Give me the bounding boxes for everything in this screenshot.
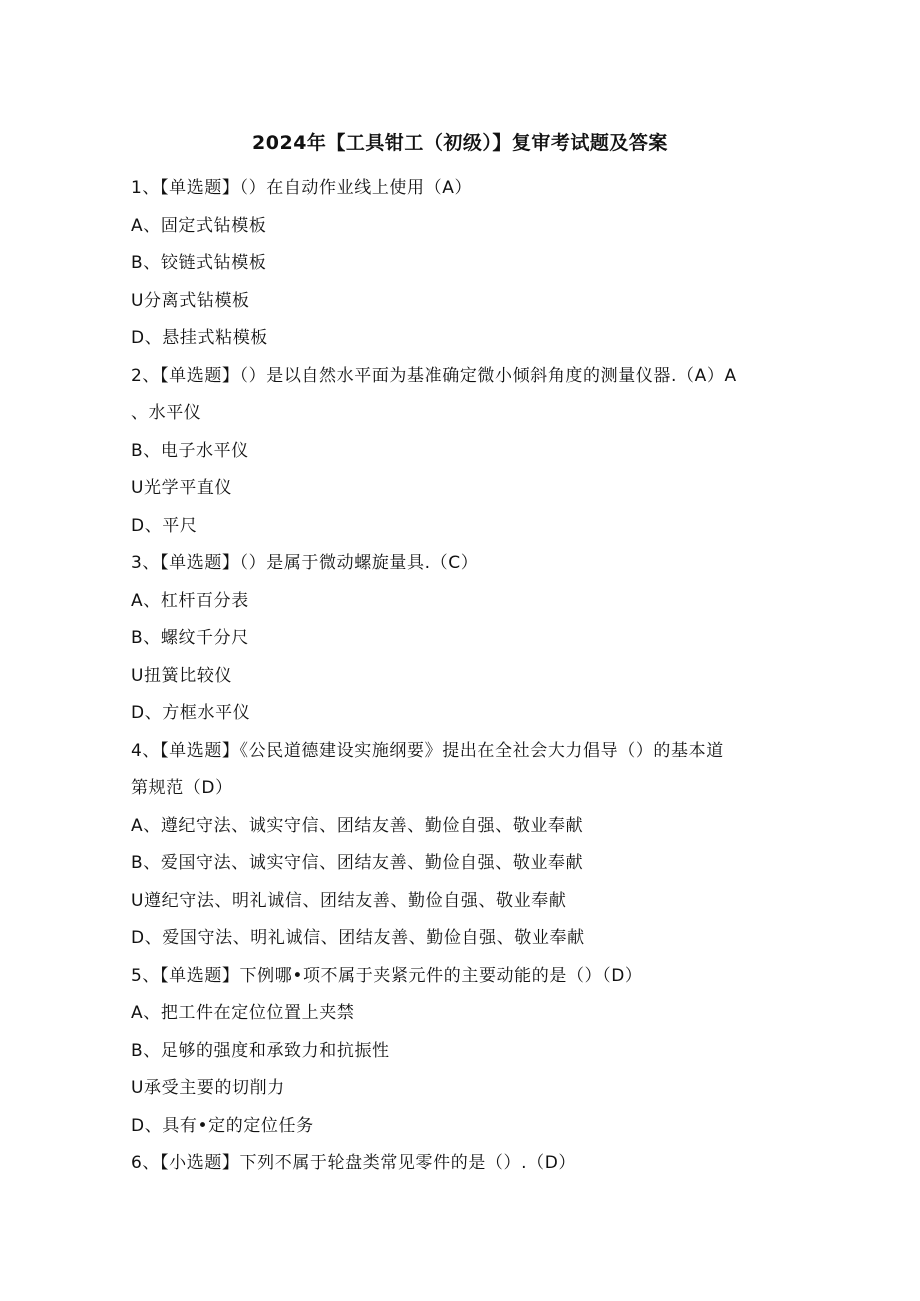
- question-3-option-a: A、杠杆百分表: [131, 590, 249, 611]
- question-4-option-c: U遵纪守法、明礼诚信、团结友善、勤俭自强、敬业奉献: [131, 890, 567, 911]
- question-6-text: 6、【小选题】下列不属于轮盘类常见零件的是（）.（D）: [131, 1153, 577, 1173]
- question-2-option-c: U光学平直仪: [131, 478, 233, 498]
- question-1-option-b: B、铰链式钻模板: [131, 253, 267, 273]
- question-3-option-b: B、螺纹千分尺: [131, 628, 249, 648]
- question-1-option-d: D、悬挂式粘模板: [131, 328, 268, 348]
- question-4-option-b: B、爱国守法、诚实守信、团结友善、勤俭自强、敬业奉献: [131, 853, 584, 873]
- question-3-option-d: D、方框水平仪: [131, 703, 251, 723]
- question-2-option-a: 、水平仪: [131, 403, 202, 423]
- question-5-text: 5、【单选题】下例哪•项不属于夹紧元件的主要动能的是（）（D）: [131, 965, 643, 986]
- question-1-text: 1、【单选题】（）在自动作业线上使用（A）: [131, 178, 473, 198]
- question-5-option-b: B、足够的强度和承致力和抗振性: [131, 1040, 390, 1061]
- question-4-option-d: D、爱国守法、明礼诚信、团结友善、勤俭自强、敬业奉献: [131, 928, 585, 948]
- question-2-option-b: B、电子水平仪: [131, 440, 249, 461]
- question-5-option-c: U承受主要的切削力: [131, 1078, 285, 1098]
- question-4-option-a: A、遵纪守法、诚实守信、团结友善、勤俭自强、敬业奉献: [131, 815, 584, 836]
- question-4-text-continued: 第规范（D）: [131, 778, 233, 798]
- question-5-option-a: A、把工件在定位位置上夹禁: [131, 1003, 355, 1023]
- question-5-option-d: D、具有•定的定位任务: [131, 1115, 314, 1136]
- question-3-option-c: U扭簧比较仪: [131, 665, 233, 686]
- question-4-text: 4、【单选题】《公民道德建设实施纲要》提出在全社会大力倡导（）的基本道: [131, 740, 724, 761]
- document-title: 2024年【工具钳工（初级）】复审考试题及答案: [252, 132, 668, 154]
- question-1-option-c: U分离式钻模板: [131, 290, 250, 311]
- question-2-text: 2、【单选题】（）是以自然水平面为基准确定微小倾斜角度的测量仪器.（A）A: [131, 365, 737, 386]
- question-list: [131, 174, 811, 1187]
- question-3-text: 3、【单选题】（）是属于微动螺旋量具.（C）: [131, 553, 479, 573]
- question-1-option-a: A、固定式钻模板: [131, 215, 267, 236]
- question-2-option-d: D、平尺: [131, 515, 198, 536]
